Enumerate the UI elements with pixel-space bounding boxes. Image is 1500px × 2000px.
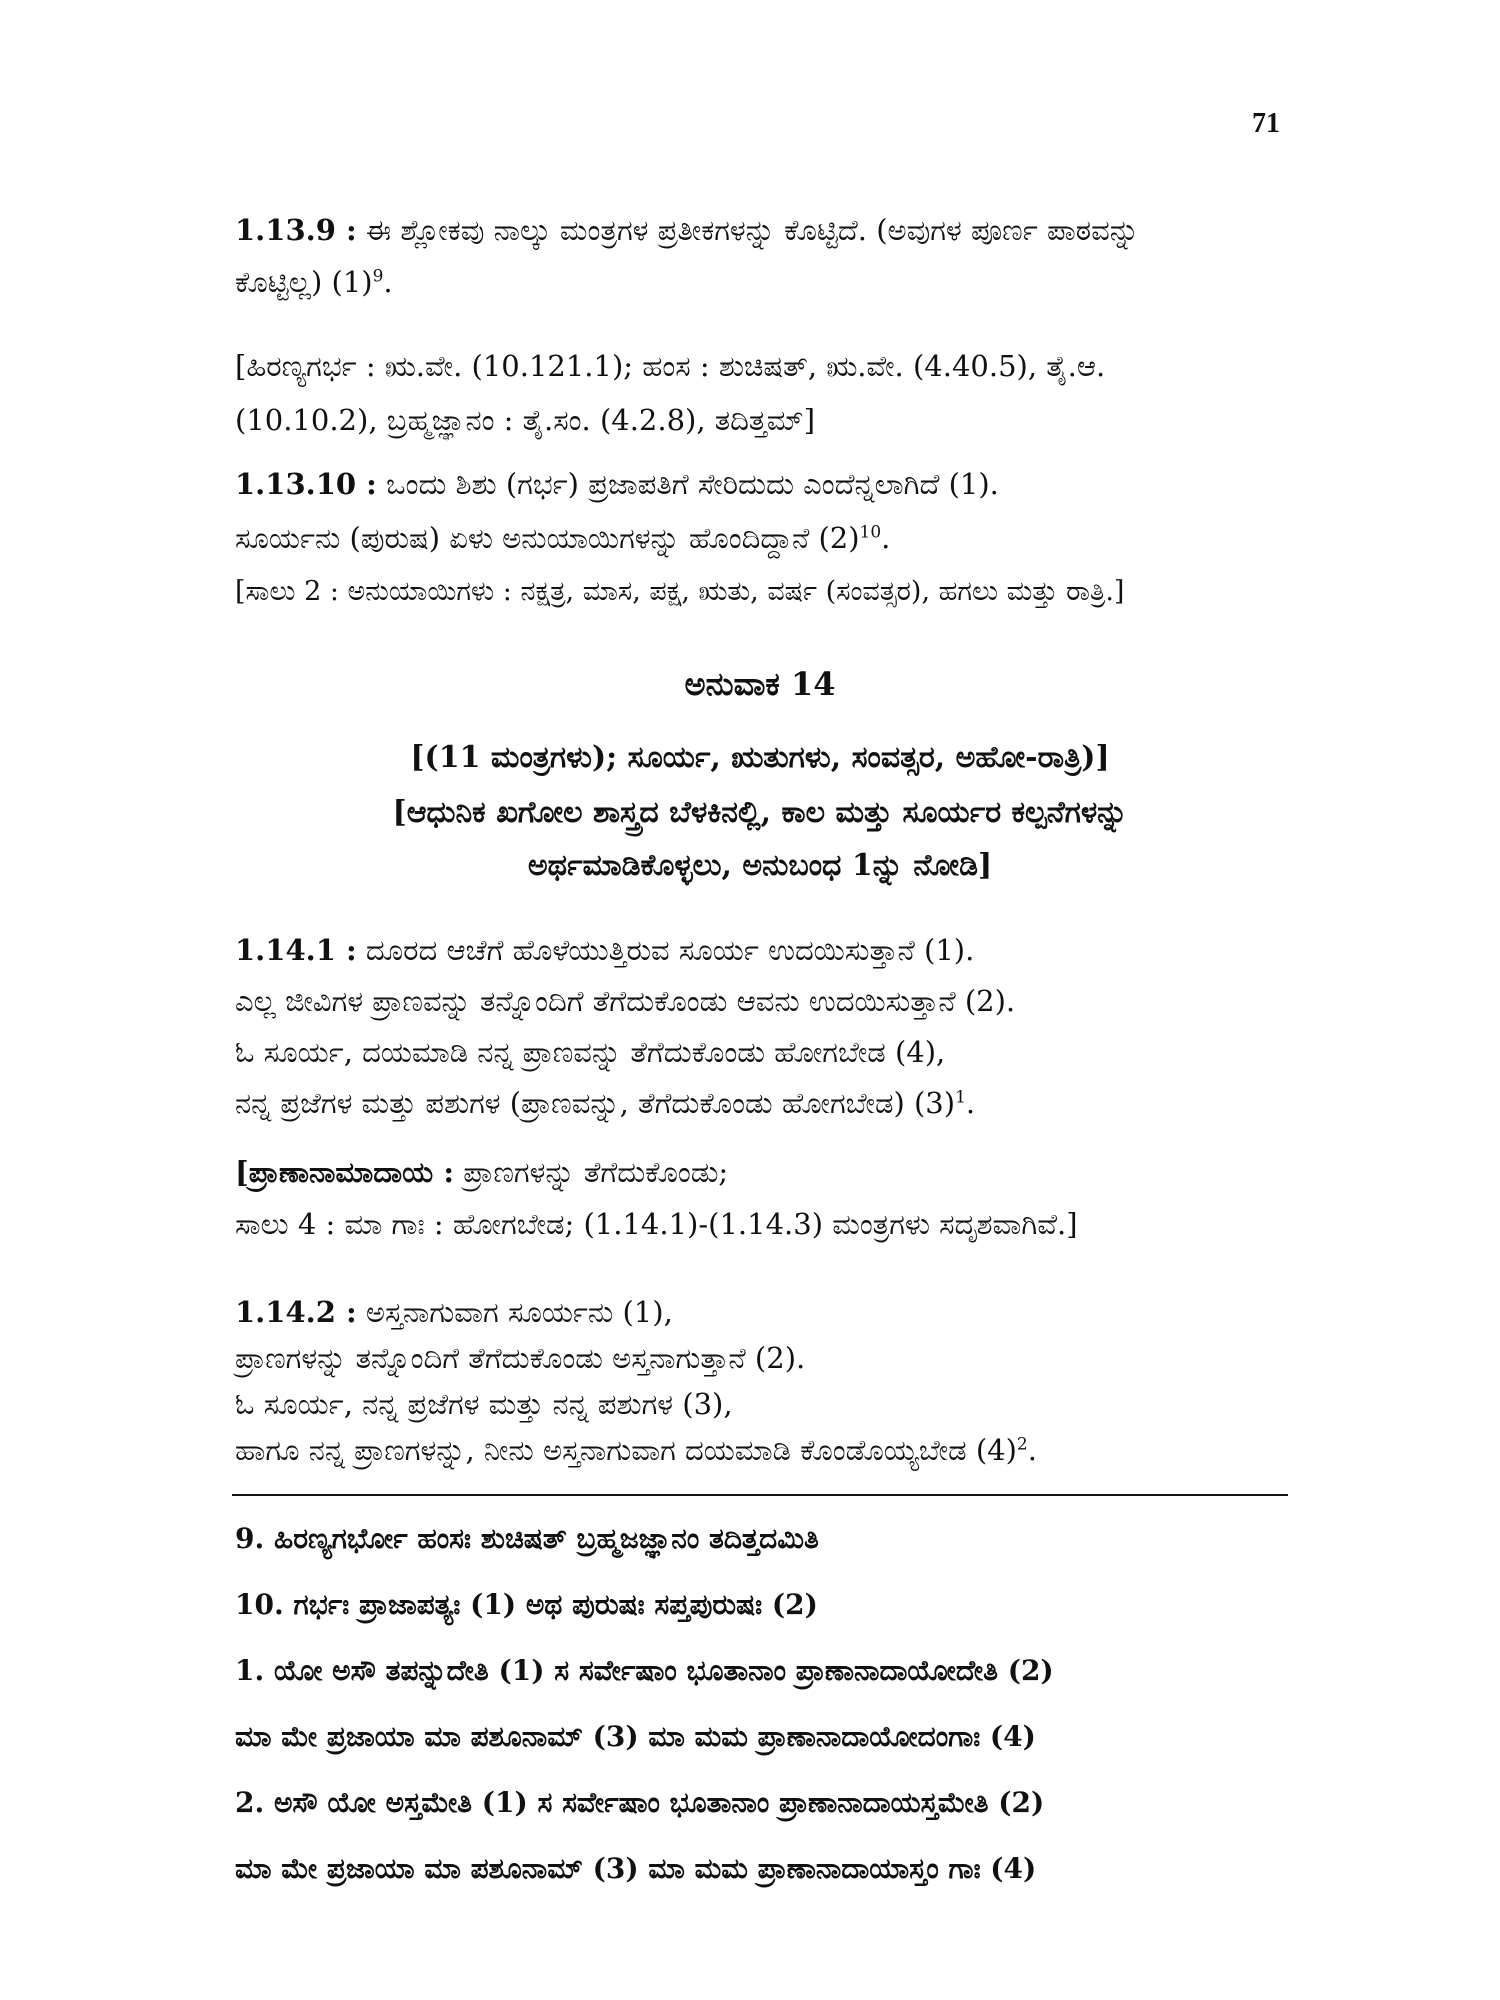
anuvaka-subtitle: [(11 ಮಂತ್ರಗಳು); ಸೂರ್ಯ, ಋತುಗಳು, ಸಂವತ್ಸರ, ಅಹೋ-ರಾತ್ರಿ)] <box>410 740 1110 775</box>
footnote-ref: 1 <box>955 1087 966 1108</box>
anuvaka-title: ಅನುವಾಕ 14 <box>684 665 836 703</box>
verse-1-13-10 <box>235 462 1285 614</box>
anuvaka-note-line-1: [ಆಧುನಿಕ ಖಗೋಲ ಶಾಸ್ತ್ರದ ಬೆಳಕಿನಲ್ಲಿ, ಕಾಲ ಮತ್ತು ಸೂರ್ಯರ ಕಲ್ಪನೆಗಳನ್ನು <box>392 795 1128 830</box>
footnote-line: ಮಾ ಮೇ ಪ್ರಜಾಯಾ ಮಾ ಪಶೂನಾಮ್ (3) ಮಾ ಮಮ ಪ್ರಾಣಾನಾದಾಯೋದಂಗಾಃ (4) <box>235 1720 1036 1753</box>
text-line: ಹಾಗೂ ನನ್ನ ಪ್ರಾಣಗಳನ್ನು, ನೀನು ಅಸ್ತನಾಗುವಾಗ ದಯಮಾಡಿ ಕೊಂಡೊಯ್ಯಬೇಡ $(4)^2$. <box>235 1433 1037 1467</box>
text-line: ಸೂರ್ಯನು (ಪುರುಷ) ಏಳು ಅನುಯಾಯಿಗಳನ್ನು ಹೊಂದಿದ್ದಾನೆ $(2)^{10}$. <box>235 521 891 555</box>
text-line: [ಸಾಲು 2 : ಅನುಯಾಯಿಗಳು : ನಕ್ಷತ್ರ, ಮಾಸ, ಪಕ್ಷ, ಋತು, ವರ್ಷ (ಸಂವತ್ಸರ), ಹಗಲು ಮತ್ತು ರಾತ್ರಿ.] <box>235 576 1125 607</box>
footnotes <box>235 1506 1285 1902</box>
page-number: 71 <box>1252 108 1280 139</box>
text-line: 1.13.9 : ಈ ಶ್ಲೋಕವು ನಾಲ್ಕು ಮಂತ್ರಗಳ ಪ್ರತೀಕಗಳನ್ನು ಕೊಟ್ಟಿದೆ. (ಅವುಗಳ ಪೂರ್ಣ ಪಾಠವನ್ನು <box>235 213 1140 247</box>
text-line: [ಹಿರಣ್ಯಗರ್ಭ : ಋ.ವೇ. (10.121.1); ಹಂಸ : ಶುಚಿಷತ್, ಋ.ವೇ. (4.40.5), ತೈ.ಆ. <box>235 349 1106 383</box>
verse-1-14-2 <box>235 1290 1285 1472</box>
footnote-divider <box>232 1494 1288 1496</box>
text-line: ಓ ಸೂರ್ಯ, ದಯಮಾಡಿ ನನ್ನ ಪ್ರಾಣವನ್ನು ತೆಗೆದುಕೊಂಡು ಹೋಗಬೇಡ (4), <box>235 1035 946 1069</box>
footnote-line: 9. ಹಿರಣ್ಯಗರ್ಭೋ ಹಂಸಃ ಶುಚಿಷತ್ ಬ್ರಹ್ಮಜಜ್ಞಾನಂ ತದಿತ್ತದಮಿತಿ <box>235 1522 819 1555</box>
verse-1-14-1 <box>235 928 1285 1125</box>
text-line: 1.14.1 : ದೂರದ ಆಚೆಗೆ ಹೊಳೆಯುತ್ತಿರುವ ಸೂರ್ಯ ಉದಯಿಸುತ್ತಾನೆ (1). <box>235 933 975 967</box>
footnote-line: 10. ಗರ್ಭಃ ಪ್ರಾಜಾಪತ್ಯಃ (1) ಅಥ ಪುರುಷಃ ಸಪ್ತಪುರುಷಃ (2) <box>235 1588 818 1621</box>
note-pranas <box>235 1150 1285 1246</box>
footnote-ref: 9 <box>372 266 384 287</box>
footnote-line: 1. ಯೋ ಅಸೌ ತಪನ್ನುದೇತಿ (1) ಸ ಸರ್ವೇಷಾಂ ಭೂತಾನಾಂ ಪ್ರಾಣಾನಾದಾಯೋದೇತಿ (2) <box>235 1654 1054 1687</box>
anuvaka-note-line-2: ಅರ್ಥಮಾಡಿಕೊಳ್ಳಲು, ಅನುಬಂಧ 1ನ್ನು ನೋಡಿ] <box>527 848 993 883</box>
footnote-ref: 10 <box>859 522 882 543</box>
footnote-line: ಮಾ ಮೇ ಪ್ರಜಾಯಾ ಮಾ ಪಶೂನಾಮ್ (3) ಮಾ ಮಮ ಪ್ರಾಣಾನಾದಾಯಾಸ್ತಂ ಗಾಃ (4) <box>235 1852 1037 1885</box>
note-hiranyagarbha <box>235 344 1285 442</box>
text-line: ನನ್ನ ಪ್ರಜೆಗಳ ಮತ್ತು ಪಶುಗಳ (ಪ್ರಾಣವನ್ನು, ತೆಗೆದುಕೊಂಡು ಹೋಗಬೇಡ) $(3)^1$. <box>235 1086 976 1120</box>
text-line: ಎಲ್ಲ ಜೀವಿಗಳ ಪ್ರಾಣವನ್ನು ತನ್ನೊಂದಿಗೆ ತೆಗೆದುಕೊಂಡು ಆವನು ಉದಯಿಸುತ್ತಾನೆ (2). <box>235 984 1016 1018</box>
text-line: 1.13.10 : ಒಂದು ಶಿಶು (ಗರ್ಭ) ಪ್ರಜಾಪತಿಗೆ ಸೇರಿದುದು ಎಂದೆನ್ನಲಾಗಿದೆ (1). <box>235 467 999 501</box>
footnote-ref: 2 <box>1016 1434 1028 1455</box>
verse-1-13-9 <box>235 208 1285 304</box>
text-line: [ಪ್ರಾಣಾನಾಮಾದಾಯ : ಪ್ರಾಣಗಳನ್ನು ತೆಗೆದುಕೊಂಡು; <box>235 1155 729 1189</box>
text-line: 1.14.2 : ಅಸ್ತನಾಗುವಾಗ ಸೂರ್ಯನು (1), <box>235 1295 673 1329</box>
text-line: (10.10.2), ಬ್ರಹ್ಮಜ್ಞಾನಂ : ತೈ.ಸಂ. (4.2.8), ತದಿತ್ತಮ್] <box>235 403 816 437</box>
text-line: ಕೊಟ್ಟಿಲ್ಲ) $(1)^9$. <box>235 265 393 299</box>
text-line: ಸಾಲು 4 : ಮಾ ಗಾಃ : ಹೋಗಬೇಡ; (1.14.1)-(1.14.3) ಮಂತ್ರಗಳು ಸದೃಶವಾಗಿವೆ.] <box>235 1207 1078 1241</box>
footnote-line: 2. ಅಸೌ ಯೋ ಅಸ್ತಮೇತಿ (1) ಸ ಸರ್ವೇಷಾಂ ಭೂತಾನಾಂ ಪ್ರಾಣಾನಾದಾಯಸ್ತಮೇತಿ (2) <box>235 1786 1045 1819</box>
text-line: ಓ ಸೂರ್ಯ, ನನ್ನ ಪ್ರಜೆಗಳ ಮತ್ತು ನನ್ನ ಪಶುಗಳ (3), <box>235 1387 733 1421</box>
text-line: ಪ್ರಾಣಗಳನ್ನು ತನ್ನೊಂದಿಗೆ ತೆಗೆದುಕೊಂಡು ಅಸ್ತನಾಗುತ್ತಾನೆ (2). <box>235 1341 806 1375</box>
